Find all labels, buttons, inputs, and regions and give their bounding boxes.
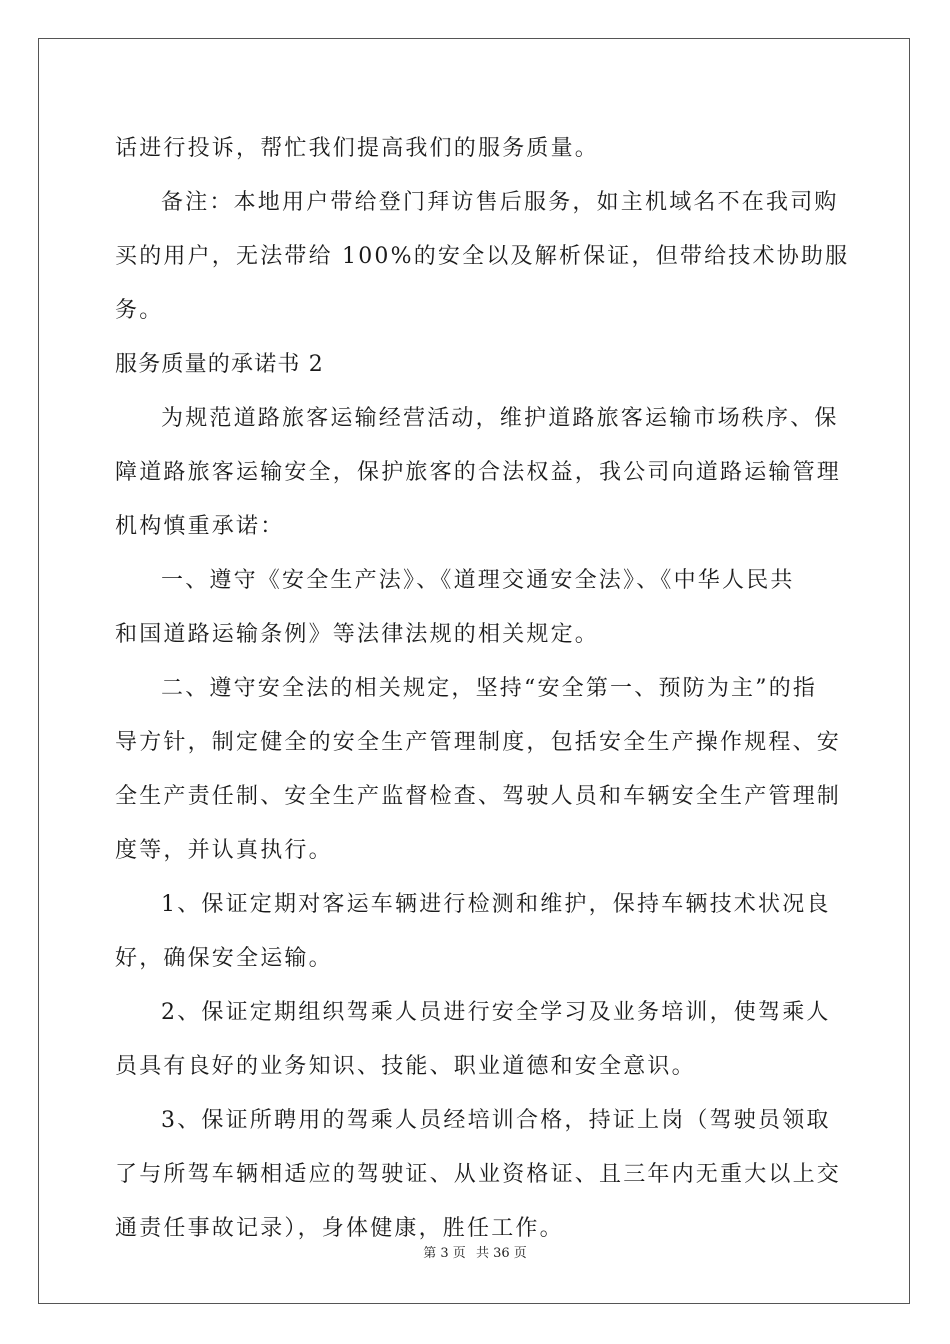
text-line: 通责任事故记录），身体健康，胜任工作。 bbox=[115, 1216, 564, 1241]
text-line: 度等，并认真执行。 bbox=[115, 838, 333, 863]
text-line: 导方针，制定健全的安全生产管理制度，包括安全生产操作规程、安 bbox=[115, 730, 842, 755]
text-line: 为规范道路旅客运输经营活动，维护道路旅客运输市场秩序、保 bbox=[161, 406, 839, 431]
page-total: 共 36 页 bbox=[475, 1246, 527, 1261]
text-line: 二、遵守安全法的相关规定，坚持“安全第一、预防为主”的指 bbox=[161, 676, 818, 701]
text-line: 3、保证所聘用的驾乘人员经培训合格，持证上岗（驾驶员领取 bbox=[161, 1108, 831, 1133]
document-body bbox=[115, 122, 850, 1256]
text-line: 了与所驾车辆相适应的驾驶证、从业资格证、且三年内无重大以上交 bbox=[115, 1162, 842, 1187]
text-line: 备注：本地用户带给登门拜访售后服务，如主机域名不在我司购 bbox=[161, 190, 839, 215]
text-line: 员具有良好的业务知识、技能、职业道德和安全意识。 bbox=[115, 1054, 696, 1079]
text-line: 障道路旅客运输安全，保护旅客的合法权益，我公司向道路运输管理 bbox=[115, 460, 842, 485]
page-footer bbox=[0, 1242, 950, 1261]
section-heading: 服务质量的承诺书 2 bbox=[115, 352, 324, 377]
text-line: 2、保证定期组织驾乘人员进行安全学习及业务培训，使驾乘人 bbox=[161, 1000, 831, 1025]
text-line: 买的用户，无法带给 100%的安全以及解析保证，但带给技术协助服 bbox=[115, 244, 850, 269]
text-line: 务。 bbox=[115, 298, 164, 323]
text-line: 和国道路运输条例》等法律法规的相关规定。 bbox=[115, 622, 600, 647]
text-line: 1、保证定期对客运车辆进行检测和维护，保持车辆技术状况良 bbox=[161, 892, 831, 917]
text-line: 机构慎重承诺： bbox=[115, 514, 285, 539]
text-line: 好，确保安全运输。 bbox=[115, 946, 333, 971]
text-line: 一、遵守《安全生产法》、《道理交通安全法》、《中华人民共 bbox=[161, 568, 795, 593]
text-line: 全生产责任制、安全生产监督检查、驾驶人员和车辆安全生产管理制 bbox=[115, 784, 842, 809]
text-line: 话进行投诉，帮忙我们提高我们的服务质量。 bbox=[115, 136, 600, 161]
page-number: 第 3 页 bbox=[423, 1246, 466, 1261]
